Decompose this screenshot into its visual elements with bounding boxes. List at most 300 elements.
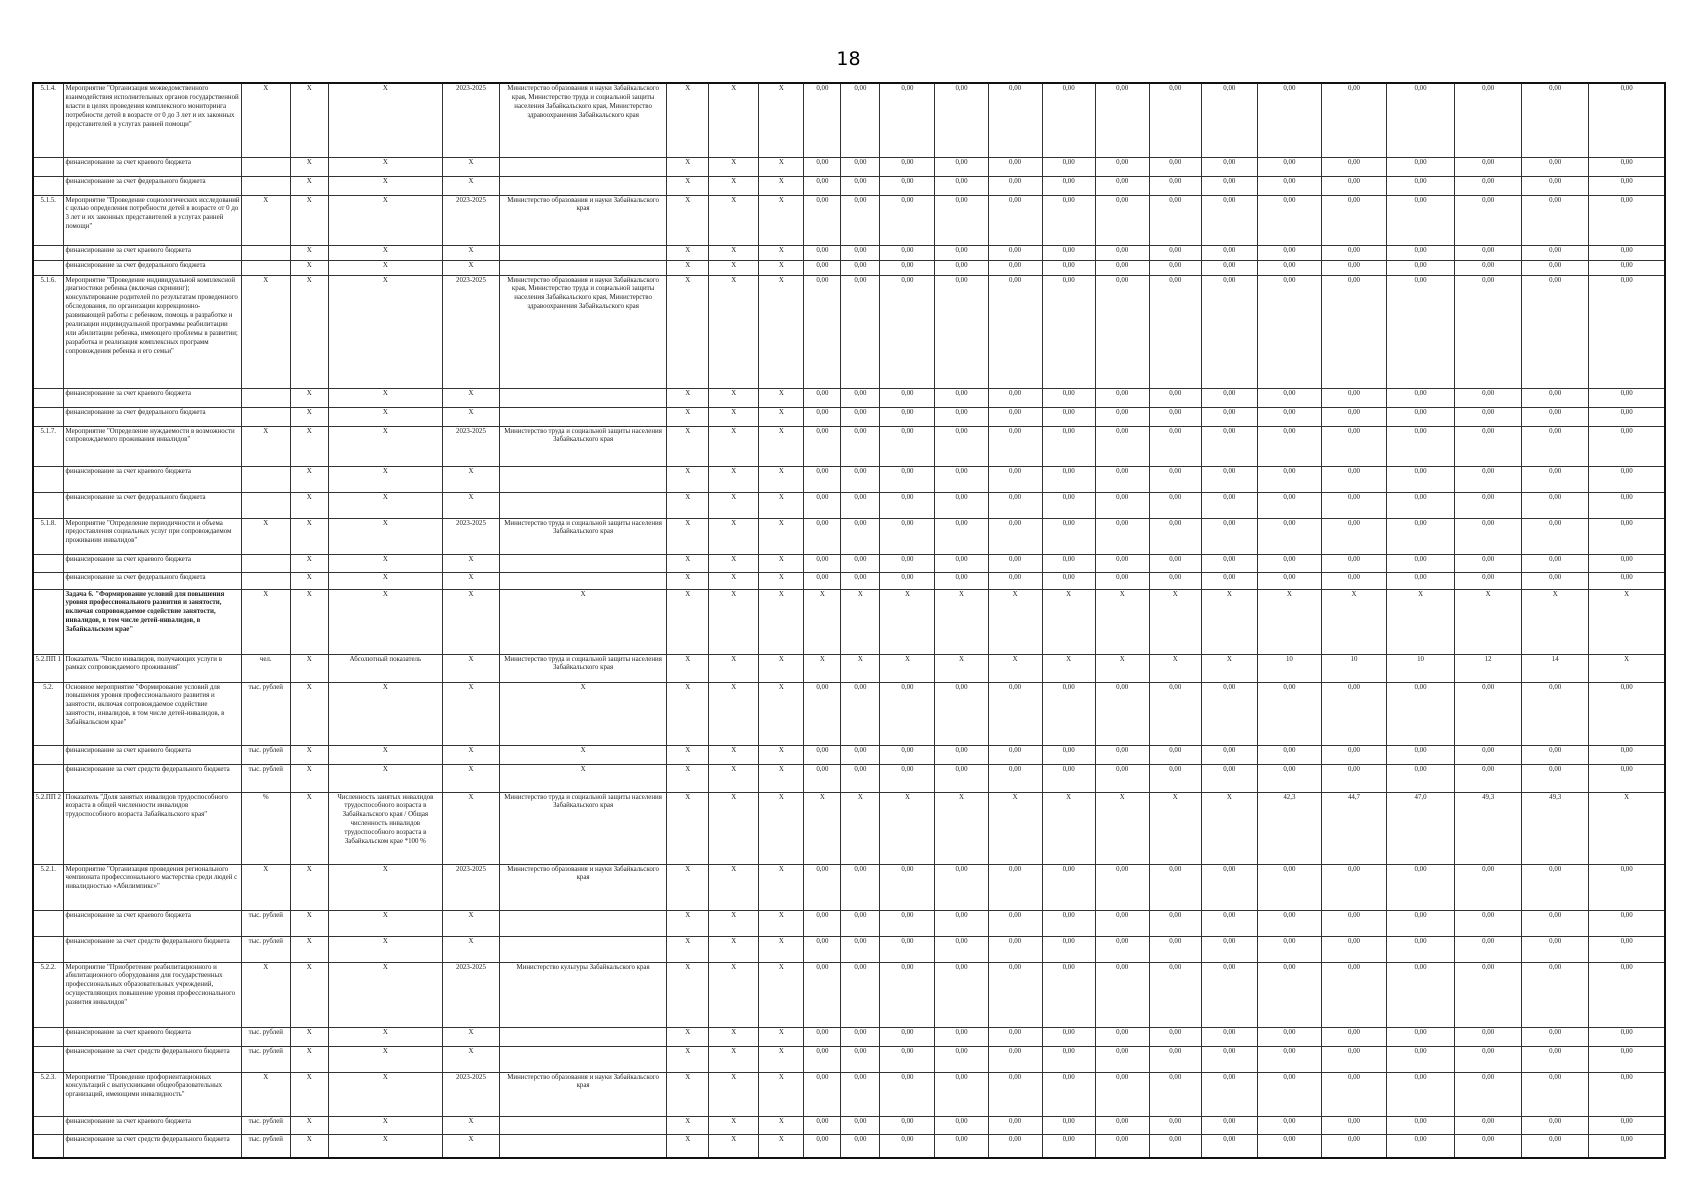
value-cell: 0,00 [1387, 83, 1455, 157]
value-cell: 0,00 [988, 864, 1042, 910]
row-col-4: Х [290, 764, 328, 792]
value-cell: 0,00 [1589, 572, 1665, 589]
row-col-4: Х [290, 962, 328, 1027]
row-period: 2023-2025 [442, 83, 499, 157]
value-cell: 0,00 [1042, 864, 1095, 910]
row-period: Х [442, 1027, 499, 1046]
value-cell: 0,00 [1589, 554, 1665, 572]
row-period: Х [442, 910, 499, 936]
value-cell: 0,00 [1321, 764, 1386, 792]
value-cell: 0,00 [1257, 275, 1321, 388]
value-cell: 0,00 [880, 936, 935, 962]
value-cell: 0,00 [1257, 1116, 1321, 1134]
value-cell: 0,00 [1522, 275, 1589, 388]
financing-row [33, 1134, 1665, 1158]
value-cell: 0,00 [1589, 388, 1665, 407]
row-code [33, 176, 63, 195]
value-cell: 14 [1522, 654, 1589, 682]
row-col-9: Х [709, 572, 759, 589]
value-cell: 0,00 [1201, 275, 1257, 388]
value-cell: 0,00 [1042, 176, 1095, 195]
value-cell: 0,00 [804, 407, 841, 426]
value-cell: 0,00 [1589, 83, 1665, 157]
value-cell: 0,00 [1042, 1027, 1095, 1046]
value-cell: 0,00 [1387, 157, 1455, 176]
value-cell: 0,00 [988, 83, 1042, 157]
value-cell: 0,00 [1042, 745, 1095, 764]
value-cell: 0,00 [988, 245, 1042, 260]
row-col-8: Х [667, 83, 709, 157]
value-cell: 0,00 [1257, 492, 1321, 518]
value-cell: 0,00 [841, 1072, 880, 1116]
value-cell: 0,00 [1042, 572, 1095, 589]
row-col-10: Х [759, 682, 804, 745]
value-cell: 0,00 [1201, 1072, 1257, 1116]
value-cell: Х [1201, 589, 1257, 654]
value-cell: 0,00 [1321, 745, 1386, 764]
value-cell: 0,00 [1095, 157, 1149, 176]
row-period: Х [442, 589, 499, 654]
row-indicator-method: Х [328, 83, 442, 157]
value-cell: 0,00 [1095, 910, 1149, 936]
value-cell: 0,00 [1589, 910, 1665, 936]
row-col-10: Х [759, 910, 804, 936]
value-cell: 0,00 [1387, 1116, 1455, 1134]
value-cell: 0,00 [880, 1072, 935, 1116]
value-cell: 0,00 [1095, 936, 1149, 962]
row-code [33, 745, 63, 764]
value-cell: 0,00 [1455, 572, 1522, 589]
value-cell: 0,00 [1095, 554, 1149, 572]
row-executor [500, 554, 667, 572]
row-col-8: Х [667, 157, 709, 176]
value-cell: 0,00 [1387, 426, 1455, 466]
value-cell: 0,00 [804, 1116, 841, 1134]
row-indicator-method: Х [328, 407, 442, 426]
value-cell: 0,00 [804, 1134, 841, 1158]
row-col-8: Х [667, 176, 709, 195]
row-col-9: Х [709, 864, 759, 910]
row-executor [500, 492, 667, 518]
value-cell: 0,00 [1095, 1027, 1149, 1046]
row-indicator-method: Х [328, 1027, 442, 1046]
value-cell: 0,00 [1149, 275, 1201, 388]
row-col-9: Х [709, 195, 759, 245]
value-cell: 0,00 [935, 466, 988, 492]
value-cell: 0,00 [841, 1134, 880, 1158]
value-cell: 0,00 [804, 492, 841, 518]
value-cell: 0,00 [988, 492, 1042, 518]
value-cell: 0,00 [1095, 492, 1149, 518]
row-period: Х [442, 157, 499, 176]
value-cell: 0,00 [1589, 275, 1665, 388]
value-cell: 0,00 [1522, 864, 1589, 910]
value-cell: 0,00 [1522, 1134, 1589, 1158]
value-cell: 0,00 [1201, 1116, 1257, 1134]
value-cell: 0,00 [1321, 83, 1386, 157]
value-cell: 0,00 [1522, 764, 1589, 792]
value-cell: 0,00 [1042, 764, 1095, 792]
value-cell: Х [935, 792, 988, 864]
row-description: финансирование за счет краевого бюджета [63, 157, 241, 176]
value-cell: 0,00 [1589, 518, 1665, 554]
row-indicator-method: Численность занятых инвалидов трудоспособного возраста в Забайкальского края / Общая численность инвалидов трудоспособного возраста в Забайкальском крае *100 % [328, 792, 442, 864]
row-col-10: Х [759, 260, 804, 275]
row-col-4: Х [290, 518, 328, 554]
value-cell: 0,00 [1042, 83, 1095, 157]
value-cell: 0,00 [1589, 1046, 1665, 1072]
value-cell: 0,00 [1589, 682, 1665, 745]
value-cell: 0,00 [1149, 260, 1201, 275]
value-cell: 0,00 [1149, 1116, 1201, 1134]
value-cell: 0,00 [988, 388, 1042, 407]
row-code [33, 1027, 63, 1046]
row-col-10: Х [759, 1116, 804, 1134]
row-description: Мероприятие "Проведение профориентационных консультаций с выпускниками общеобразовательных организаций, имеющими инвалидность" [63, 1072, 241, 1116]
row-indicator-method: Х [328, 1072, 442, 1116]
value-cell: Х [1042, 654, 1095, 682]
value-cell: 0,00 [1321, 157, 1386, 176]
value-cell: 0,00 [1095, 275, 1149, 388]
value-cell: 0,00 [1095, 745, 1149, 764]
value-cell: 0,00 [1387, 176, 1455, 195]
row-description: финансирование за счет краевого бюджета [63, 745, 241, 764]
row-description: Задача 6. "Формирование условий для повышения уровня профессионального развития и занятости, включая сопровождаемое содействие занятости, инвалидов, в том числе детей-инвалидов, в Забайкальском крае" [63, 589, 241, 654]
value-cell: 0,00 [1201, 426, 1257, 466]
row-executor [500, 157, 667, 176]
row-col-10: Х [759, 407, 804, 426]
value-cell: Х [804, 792, 841, 864]
row-col-9: Х [709, 745, 759, 764]
value-cell: 0,00 [935, 426, 988, 466]
row-indicator-method: Х [328, 864, 442, 910]
value-cell: 0,00 [1321, 492, 1386, 518]
value-cell: 0,00 [1387, 936, 1455, 962]
row-description: Мероприятие "Проведение социологических исследований с целью определения потребности детей в возрасте от 0 до 3 лет и их законных представителей в услугах ранней помощи" [63, 195, 241, 245]
value-cell: 0,00 [1042, 682, 1095, 745]
row-executor: Министерство культуры Забайкальского края [500, 962, 667, 1027]
row-col-9: Х [709, 426, 759, 466]
row-col-10: Х [759, 936, 804, 962]
row-indicator-method: Х [328, 245, 442, 260]
row-col-4: Х [290, 1134, 328, 1158]
value-cell: 12 [1455, 654, 1522, 682]
value-cell: Х [804, 654, 841, 682]
value-cell: Х [1589, 654, 1665, 682]
row-col-10: Х [759, 764, 804, 792]
value-cell: 0,00 [1321, 176, 1386, 195]
value-cell: Х [1589, 589, 1665, 654]
value-cell: 0,00 [1201, 1046, 1257, 1072]
value-cell: 0,00 [988, 426, 1042, 466]
row-col-4: Х [290, 792, 328, 864]
row-code [33, 1116, 63, 1134]
row-description: финансирование за счет федерального бюджета [63, 176, 241, 195]
value-cell: 0,00 [1201, 864, 1257, 910]
row-col-10: Х [759, 388, 804, 407]
row-description: финансирование за счет федерального бюджета [63, 492, 241, 518]
value-cell: 0,00 [1455, 83, 1522, 157]
row-executor: Х [500, 682, 667, 745]
row-col-4: Х [290, 864, 328, 910]
value-cell: 0,00 [1149, 426, 1201, 466]
row-col-4: Х [290, 275, 328, 388]
row-indicator-method: Х [328, 176, 442, 195]
value-cell: 0,00 [1455, 1116, 1522, 1134]
value-cell: 0,00 [841, 492, 880, 518]
value-cell: 0,00 [1522, 1116, 1589, 1134]
financing-row [33, 745, 1665, 764]
row-col-4: Х [290, 682, 328, 745]
value-cell: 0,00 [1522, 1072, 1589, 1116]
value-cell: 0,00 [880, 554, 935, 572]
value-cell: 0,00 [804, 682, 841, 745]
value-cell: 0,00 [1455, 245, 1522, 260]
value-cell: 0,00 [988, 157, 1042, 176]
row-description: Мероприятие "Проведение индивидуальной комплексной диагностики ребенка (включая скрининг); консультирование родителей по результатам проведенного обследования, по организации коррекционно-развивающей работы с ребенком, помощь в разработке и реализации индивидуальной программы реабилитации или абилитации ребенка, имеющего проблемы в развитии; разработка и реализация комплексных программ сопровождения ребенка и его семьи" [63, 275, 241, 388]
row-description: финансирование за счет краевого бюджета [63, 388, 241, 407]
value-cell: 0,00 [1589, 407, 1665, 426]
value-cell: 0,00 [1455, 157, 1522, 176]
value-cell: Х [1201, 792, 1257, 864]
value-cell: 0,00 [880, 764, 935, 792]
value-cell: Х [1522, 589, 1589, 654]
row-col-9: Х [709, 275, 759, 388]
row-col-9: Х [709, 1134, 759, 1158]
row-code: 5.1.7. [33, 426, 63, 466]
row-col-10: Х [759, 654, 804, 682]
value-cell: 0,00 [1149, 492, 1201, 518]
value-cell: 0,00 [1589, 1134, 1665, 1158]
row-col-4: Х [290, 407, 328, 426]
value-cell: 0,00 [1257, 388, 1321, 407]
value-cell: Х [880, 589, 935, 654]
value-cell: 0,00 [988, 275, 1042, 388]
row-code: 5.1.5. [33, 195, 63, 245]
value-cell: 0,00 [841, 1027, 880, 1046]
row-indicator-method: Х [328, 936, 442, 962]
row-unit: чел. [241, 654, 290, 682]
value-cell: 0,00 [1522, 1046, 1589, 1072]
value-cell: 0,00 [841, 864, 880, 910]
row-executor [500, 572, 667, 589]
value-cell: 0,00 [1257, 1134, 1321, 1158]
value-cell: 0,00 [1321, 864, 1386, 910]
row-indicator-method: Х [328, 157, 442, 176]
value-cell: 49,3 [1455, 792, 1522, 864]
value-cell: 0,00 [1149, 1027, 1201, 1046]
value-cell: 0,00 [880, 426, 935, 466]
value-cell: 0,00 [988, 745, 1042, 764]
value-cell: 0,00 [1522, 1027, 1589, 1046]
row-col-9: Х [709, 466, 759, 492]
value-cell: 0,00 [1257, 910, 1321, 936]
value-cell: 0,00 [1321, 1027, 1386, 1046]
value-cell: 0,00 [1201, 388, 1257, 407]
row-executor: Министерство образования и науки Забайкальского края, Министерство труда и социальной защиты населения Забайкальского края, Министерство здравоохранения Забайкальского края [500, 83, 667, 157]
value-cell: 0,00 [1149, 176, 1201, 195]
value-cell: 0,00 [804, 745, 841, 764]
row-col-8: Х [667, 245, 709, 260]
row-unit [241, 572, 290, 589]
value-cell: 0,00 [1149, 682, 1201, 745]
value-cell: 0,00 [1201, 682, 1257, 745]
value-cell: 0,00 [1095, 764, 1149, 792]
value-cell: 0,00 [1387, 572, 1455, 589]
row-col-8: Х [667, 764, 709, 792]
value-cell: 0,00 [1387, 1072, 1455, 1116]
value-cell: 0,00 [1201, 176, 1257, 195]
value-cell: 0,00 [804, 572, 841, 589]
value-cell: 0,00 [804, 466, 841, 492]
value-cell: Х [1201, 654, 1257, 682]
row-indicator-method: Х [328, 388, 442, 407]
value-cell: 0,00 [988, 572, 1042, 589]
value-cell: 0,00 [935, 1116, 988, 1134]
value-cell: 0,00 [1522, 407, 1589, 426]
row-code [33, 1134, 63, 1158]
row-description: финансирование за счет средств федерального бюджета [63, 936, 241, 962]
value-cell: 0,00 [1522, 682, 1589, 745]
value-cell: 0,00 [1201, 572, 1257, 589]
row-description: Мероприятие "Определение нуждаемости в возможности сопровождаемого проживания инвалидов" [63, 426, 241, 466]
value-cell: 0,00 [1321, 466, 1386, 492]
value-cell: Х [1321, 589, 1386, 654]
value-cell: Х [1042, 792, 1095, 864]
row-executor: Министерство образования и науки Забайкальского края [500, 864, 667, 910]
row-description: финансирование за счет средств федерального бюджета [63, 1134, 241, 1158]
value-cell: Х [935, 654, 988, 682]
value-cell: 0,00 [988, 1046, 1042, 1072]
row-col-10: Х [759, 1046, 804, 1072]
value-cell: 0,00 [1257, 195, 1321, 245]
value-cell: 0,00 [1321, 1116, 1386, 1134]
row-description: финансирование за счет краевого бюджета [63, 1116, 241, 1134]
row-code [33, 764, 63, 792]
row-unit: Х [241, 589, 290, 654]
row-unit [241, 466, 290, 492]
value-cell: 0,00 [1589, 176, 1665, 195]
value-cell: 0,00 [1095, 245, 1149, 260]
value-cell: Х [841, 792, 880, 864]
value-cell: 0,00 [988, 1027, 1042, 1046]
row-col-8: Х [667, 654, 709, 682]
row-code: 5.1.6. [33, 275, 63, 388]
financing-row [33, 407, 1665, 426]
row-executor [500, 388, 667, 407]
row-executor: Х [500, 589, 667, 654]
value-cell: 0,00 [1589, 745, 1665, 764]
value-cell: 0,00 [1149, 554, 1201, 572]
value-cell: 0,00 [804, 245, 841, 260]
row-col-9: Х [709, 962, 759, 1027]
value-cell: 0,00 [1321, 388, 1386, 407]
row-col-9: Х [709, 157, 759, 176]
value-cell: 0,00 [1321, 260, 1386, 275]
row-col-9: Х [709, 682, 759, 745]
row-col-10: Х [759, 492, 804, 518]
value-cell: 0,00 [804, 157, 841, 176]
value-cell: 0,00 [935, 962, 988, 1027]
value-cell: 0,00 [1321, 518, 1386, 554]
value-cell: 0,00 [841, 936, 880, 962]
value-cell: 0,00 [1257, 518, 1321, 554]
value-cell: 0,00 [880, 745, 935, 764]
value-cell: 0,00 [1149, 195, 1201, 245]
value-cell: 0,00 [804, 83, 841, 157]
row-executor [500, 466, 667, 492]
value-cell: 0,00 [1589, 1116, 1665, 1134]
value-cell: 0,00 [1455, 962, 1522, 1027]
value-cell: 0,00 [988, 962, 1042, 1027]
value-cell: 0,00 [880, 260, 935, 275]
row-col-4: Х [290, 245, 328, 260]
value-cell: Х [988, 654, 1042, 682]
value-cell: 0,00 [1455, 1134, 1522, 1158]
table-row [33, 83, 1665, 157]
table-row [33, 682, 1665, 745]
value-cell: Х [1455, 589, 1522, 654]
value-cell: 0,00 [1589, 195, 1665, 245]
row-executor [500, 1046, 667, 1072]
value-cell: 0,00 [1042, 492, 1095, 518]
value-cell: 0,00 [1387, 492, 1455, 518]
value-cell: 0,00 [1455, 176, 1522, 195]
row-indicator-method: Х [328, 466, 442, 492]
value-cell: 0,00 [1201, 764, 1257, 792]
row-executor: Министерство труда и социальной защиты населения Забайкальского края [500, 426, 667, 466]
value-cell: 0,00 [1589, 1027, 1665, 1046]
row-executor: Министерство образования и науки Забайкальского края [500, 195, 667, 245]
row-description: финансирование за счет краевого бюджета [63, 1027, 241, 1046]
financing-row [33, 1116, 1665, 1134]
financing-row [33, 1027, 1665, 1046]
value-cell: 0,00 [1201, 157, 1257, 176]
value-cell: 0,00 [1522, 936, 1589, 962]
value-cell: 0,00 [1257, 466, 1321, 492]
value-cell: 0,00 [1321, 1046, 1386, 1072]
row-col-9: Х [709, 407, 759, 426]
value-cell: 0,00 [880, 1027, 935, 1046]
row-description: Показатель "Доля занятых инвалидов трудоспособного возраста в общей численности инвалидов трудоспособного возраста Забайкальского края" [63, 792, 241, 864]
value-cell: 0,00 [804, 1072, 841, 1116]
row-col-4: Х [290, 260, 328, 275]
value-cell: 0,00 [1321, 245, 1386, 260]
row-unit: тыс. рублей [241, 910, 290, 936]
value-cell: 0,00 [1201, 910, 1257, 936]
row-unit: % [241, 792, 290, 864]
value-cell: 0,00 [1387, 195, 1455, 245]
value-cell: 0,00 [935, 518, 988, 554]
value-cell: 0,00 [1149, 245, 1201, 260]
value-cell: 10 [1257, 654, 1321, 682]
row-col-10: Х [759, 157, 804, 176]
value-cell: 0,00 [1042, 910, 1095, 936]
value-cell: 0,00 [935, 936, 988, 962]
value-cell: 0,00 [880, 195, 935, 245]
row-period: 2023-2025 [442, 275, 499, 388]
value-cell: 0,00 [880, 492, 935, 518]
value-cell: 0,00 [880, 518, 935, 554]
row-col-4: Х [290, 910, 328, 936]
value-cell: 0,00 [880, 245, 935, 260]
row-description: Основное мероприятие "Формирование условий для повышения уровня профессионального развития и занятости, включая сопровождаемое содействие занятости, инвалидов, в том числе детей-инвалидов, в Забайкальском крае" [63, 682, 241, 745]
row-col-10: Х [759, 275, 804, 388]
value-cell: 0,00 [1589, 492, 1665, 518]
row-period: Х [442, 936, 499, 962]
row-indicator-method: Х [328, 1134, 442, 1158]
value-cell: Х [1042, 589, 1095, 654]
